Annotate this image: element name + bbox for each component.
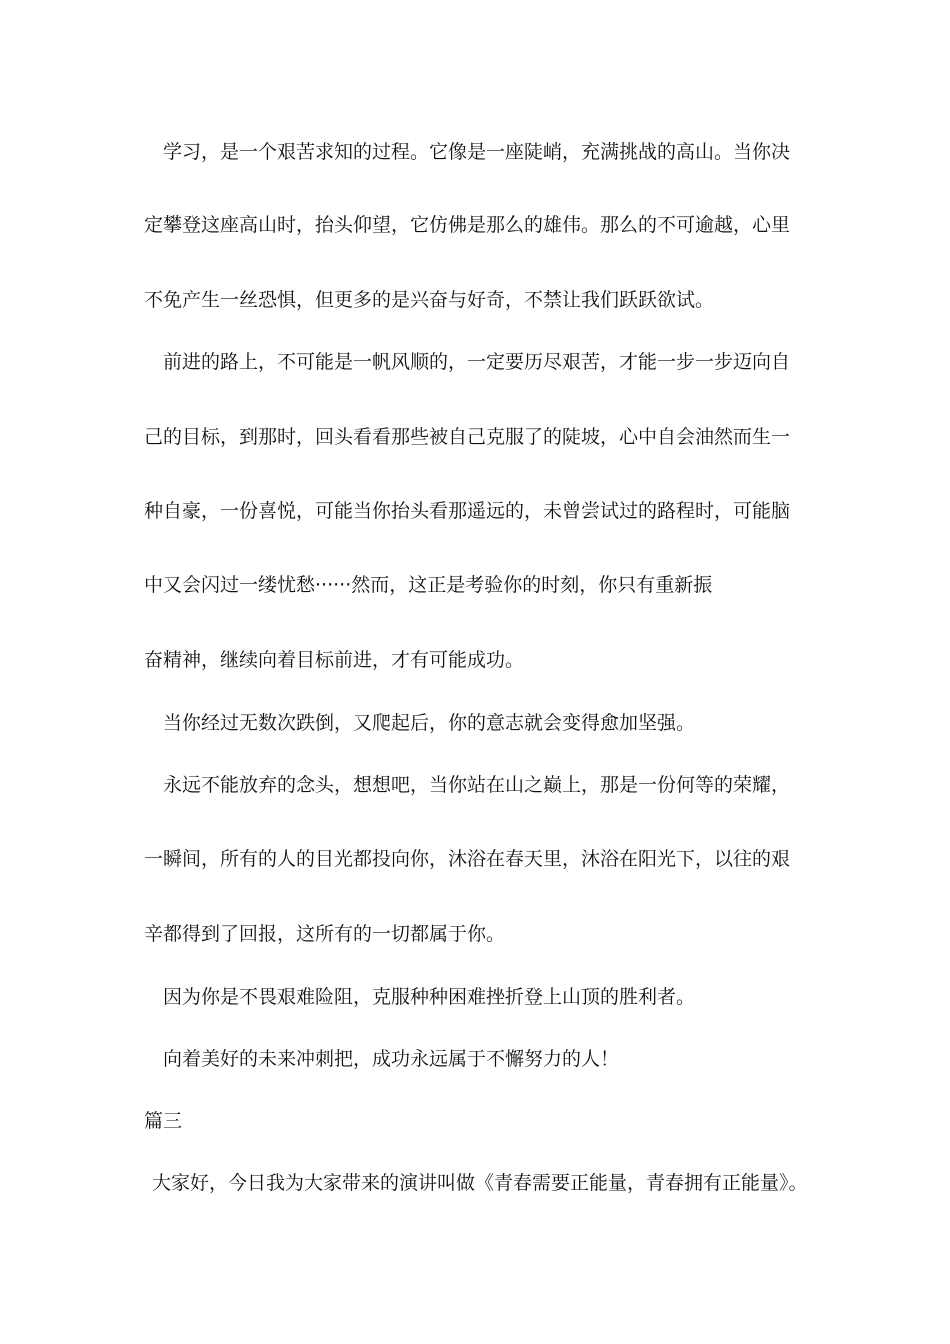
paragraph-4-line-3: 辛都得到了回报，这所有的一切都属于你。 (144, 923, 506, 945)
paragraph-5-line-1: 因为你是不畏艰难险阻，克服种种困难挫折登上山顶的胜利者。 (163, 986, 696, 1008)
paragraph-3-line-1: 当你经过无数次跌倒，又爬起后，你的意志就会变得愈加坚强。 (163, 712, 696, 734)
paragraph-2-line-4: 中又会闪过一缕忧愁······然而，这正是考验你的时刻，你只有重新振 (144, 574, 713, 596)
paragraph-4-line-1: 永远不能放弃的念头，想想吧，当你站在山之巅上，那是一份何等的荣耀， (163, 774, 791, 796)
paragraph-1-line-2: 定攀登这座高山时，抬头仰望，它仿佛是那么的雄伟。那么的不可逾越，心里 (144, 214, 791, 236)
paragraph-1-line-1: 学习，是一个艰苦求知的过程。它像是一座陡峭，充满挑战的高山。当你决 (163, 141, 791, 163)
paragraph-4-line-2: 一瞬间，所有的人的目光都投向你，沐浴在春天里，沐浴在阳光下，以往的艰 (144, 848, 791, 870)
paragraph-2-line-5: 奋精神，继续向着目标前进，才有可能成功。 (144, 649, 525, 671)
paragraph-2-line-3: 种自豪，一份喜悦，可能当你抬头看那遥远的，未曾尝试过的路程时，可能脑 (144, 500, 791, 522)
paragraph-2-line-1: 前进的路上，不可能是一帆风顺的，一定要历尽艰苦，才能一步一步迈向自 (163, 351, 791, 373)
speech-opening-line: 大家好，今日我为大家带来的演讲叫做《青春需要正能量，青春拥有正能量》。 (152, 1172, 808, 1194)
paragraph-1-line-3: 不免产生一丝恐惧，但更多的是兴奋与好奇，不禁让我们跃跃欲试。 (144, 289, 715, 311)
paragraph-2-line-2: 己的目标，到那时，回头看看那些被自己克服了的陡坡，心中自会油然而生一 (144, 426, 791, 448)
section-heading: 篇三 (144, 1110, 183, 1132)
paragraph-6-line-1: 向着美好的未来冲刺把，成功永远属于不懈努力的人！ (163, 1048, 620, 1070)
